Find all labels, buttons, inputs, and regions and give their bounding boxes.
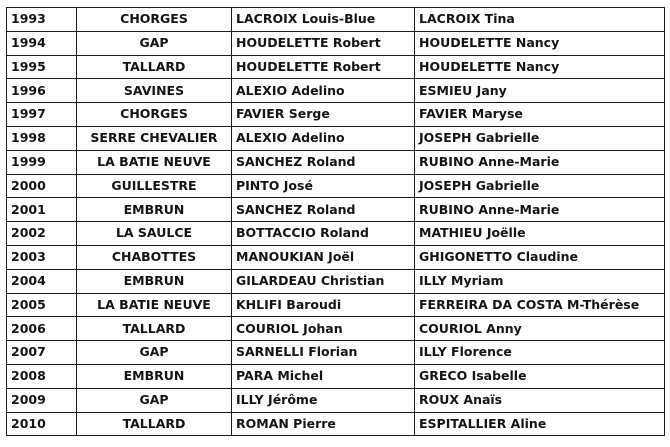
man-name-cell: ILLY Jérôme bbox=[232, 388, 415, 412]
table-row bbox=[7, 293, 665, 317]
year-cell: 2000 bbox=[7, 174, 77, 198]
woman-name-cell: LACROIX Tina bbox=[415, 8, 665, 32]
table-row bbox=[7, 55, 665, 79]
year-cell: 2006 bbox=[7, 317, 77, 341]
table-row bbox=[7, 103, 665, 127]
woman-name-cell: RUBINO Anne-Marie bbox=[415, 198, 665, 222]
city-cell: SERRE CHEVALIER bbox=[77, 126, 232, 150]
woman-name-cell: ILLY Florence bbox=[415, 341, 665, 365]
table-row bbox=[7, 364, 665, 388]
man-name-cell: ALEXIO Adelino bbox=[232, 79, 415, 103]
man-name-cell: BOTTACCIO Roland bbox=[232, 222, 415, 246]
year-cell: 2008 bbox=[7, 364, 77, 388]
woman-name-cell: FERREIRA DA COSTA M-Thérèse bbox=[415, 293, 665, 317]
year-cell: 1997 bbox=[7, 103, 77, 127]
man-name-cell: SARNELLI Florian bbox=[232, 341, 415, 365]
year-cell: 2001 bbox=[7, 198, 77, 222]
woman-name-cell: ESMIEU Jany bbox=[415, 79, 665, 103]
man-name-cell: ALEXIO Adelino bbox=[232, 126, 415, 150]
year-cell: 1994 bbox=[7, 31, 77, 55]
woman-name-cell: GHIGONETTO Claudine bbox=[415, 245, 665, 269]
city-cell: GUILLESTRE bbox=[77, 174, 232, 198]
city-cell: GAP bbox=[77, 341, 232, 365]
year-cell: 1999 bbox=[7, 150, 77, 174]
table-row bbox=[7, 126, 665, 150]
city-cell: TALLARD bbox=[77, 55, 232, 79]
city-cell: LA SAULCE bbox=[77, 222, 232, 246]
man-name-cell: FAVIER Serge bbox=[232, 103, 415, 127]
city-cell: EMBRUN bbox=[77, 269, 232, 293]
results-table-body bbox=[7, 8, 665, 436]
woman-name-cell: RUBINO Anne-Marie bbox=[415, 150, 665, 174]
city-cell: CHORGES bbox=[77, 8, 232, 32]
year-cell: 2003 bbox=[7, 245, 77, 269]
city-cell: TALLARD bbox=[77, 317, 232, 341]
woman-name-cell: GRECO Isabelle bbox=[415, 364, 665, 388]
man-name-cell: KHLIFI Baroudi bbox=[232, 293, 415, 317]
table-row bbox=[7, 150, 665, 174]
city-cell: TALLARD bbox=[77, 412, 232, 436]
city-cell: CHORGES bbox=[77, 103, 232, 127]
man-name-cell: PINTO José bbox=[232, 174, 415, 198]
year-cell: 2010 bbox=[7, 412, 77, 436]
year-cell: 2005 bbox=[7, 293, 77, 317]
woman-name-cell: COURIOL Anny bbox=[415, 317, 665, 341]
city-cell: CHABOTTES bbox=[77, 245, 232, 269]
city-cell: SAVINES bbox=[77, 79, 232, 103]
man-name-cell: HOUDELETTE Robert bbox=[232, 55, 415, 79]
woman-name-cell: MATHIEU Joëlle bbox=[415, 222, 665, 246]
man-name-cell: PARA Michel bbox=[232, 364, 415, 388]
city-cell: LA BATIE NEUVE bbox=[77, 150, 232, 174]
woman-name-cell: JOSEPH Gabrielle bbox=[415, 174, 665, 198]
man-name-cell: LACROIX Louis-Blue bbox=[232, 8, 415, 32]
table-row bbox=[7, 317, 665, 341]
year-cell: 1996 bbox=[7, 79, 77, 103]
man-name-cell: MANOUKIAN Joël bbox=[232, 245, 415, 269]
table-row bbox=[7, 388, 665, 412]
man-name-cell: SANCHEZ Roland bbox=[232, 150, 415, 174]
city-cell: GAP bbox=[77, 388, 232, 412]
year-cell: 1998 bbox=[7, 126, 77, 150]
man-name-cell: HOUDELETTE Robert bbox=[232, 31, 415, 55]
year-cell: 2004 bbox=[7, 269, 77, 293]
year-cell: 2002 bbox=[7, 222, 77, 246]
man-name-cell: GILARDEAU Christian bbox=[232, 269, 415, 293]
table-row bbox=[7, 269, 665, 293]
man-name-cell: ROMAN Pierre bbox=[232, 412, 415, 436]
table-row bbox=[7, 31, 665, 55]
man-name-cell: SANCHEZ Roland bbox=[232, 198, 415, 222]
woman-name-cell: HOUDELETTE Nancy bbox=[415, 31, 665, 55]
year-cell: 1995 bbox=[7, 55, 77, 79]
year-cell: 2007 bbox=[7, 341, 77, 365]
table-row bbox=[7, 245, 665, 269]
table-row bbox=[7, 174, 665, 198]
woman-name-cell: HOUDELETTE Nancy bbox=[415, 55, 665, 79]
table-row bbox=[7, 222, 665, 246]
results-table bbox=[6, 7, 665, 436]
woman-name-cell: ROUX Anaïs bbox=[415, 388, 665, 412]
table-row bbox=[7, 198, 665, 222]
city-cell: LA BATIE NEUVE bbox=[77, 293, 232, 317]
city-cell: GAP bbox=[77, 31, 232, 55]
city-cell: EMBRUN bbox=[77, 198, 232, 222]
woman-name-cell: JOSEPH Gabrielle bbox=[415, 126, 665, 150]
man-name-cell: COURIOL Johan bbox=[232, 317, 415, 341]
woman-name-cell: ESPITALLIER Aline bbox=[415, 412, 665, 436]
year-cell: 2009 bbox=[7, 388, 77, 412]
table-row bbox=[7, 8, 665, 32]
table-row bbox=[7, 79, 665, 103]
year-cell: 1993 bbox=[7, 8, 77, 32]
city-cell: EMBRUN bbox=[77, 364, 232, 388]
table-row bbox=[7, 412, 665, 436]
woman-name-cell: FAVIER Maryse bbox=[415, 103, 665, 127]
woman-name-cell: ILLY Myriam bbox=[415, 269, 665, 293]
table-row bbox=[7, 341, 665, 365]
